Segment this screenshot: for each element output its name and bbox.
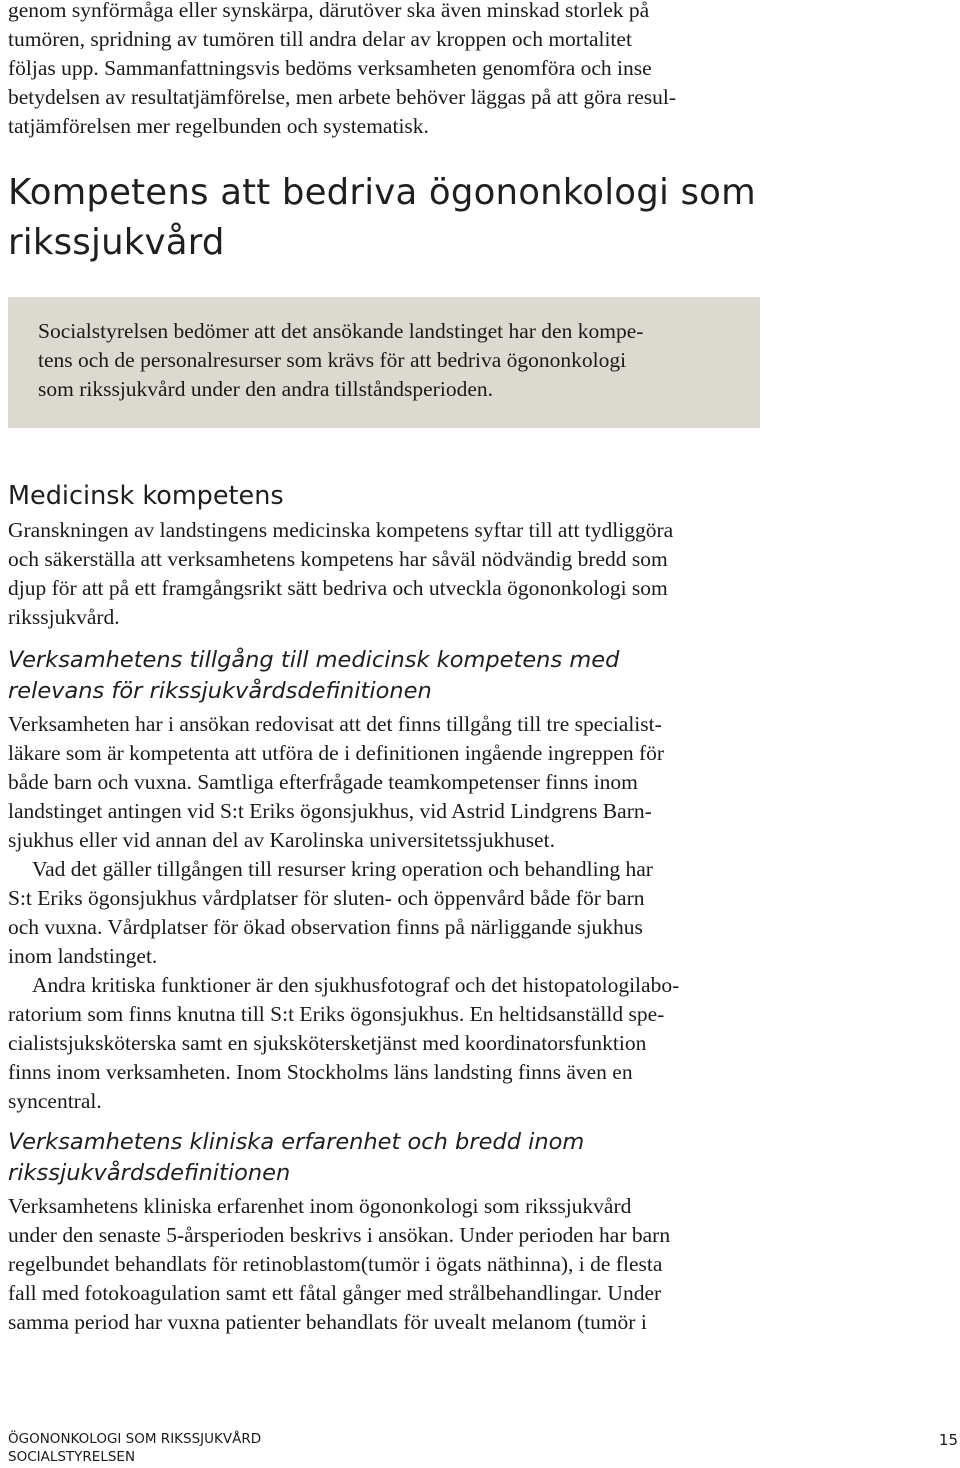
text-line: landstinget antingen vid S:t Eriks ögonsjukhus, vid Astrid Lindgrens Barn- xyxy=(8,799,652,823)
intro-paragraph xyxy=(8,0,954,141)
page-number: 15 xyxy=(938,1431,958,1449)
text-line: tatjämförelsen mer regelbunden och systematisk. xyxy=(8,114,429,138)
page-footer xyxy=(8,1430,958,1466)
assessment-summary-box xyxy=(8,297,760,428)
text-line: läkare som är kompetenta att utföra de i definitionen ingående ingreppen för xyxy=(8,741,665,765)
heading-line: Verksamhetens tillgång till medicinsk kompetens med xyxy=(8,647,620,673)
text-line: och säkerställa att verksamhetens kompetens har såväl nödvändig bredd som xyxy=(8,547,668,571)
heading-line: rikssjukvård xyxy=(8,222,225,263)
text-line: fall med fotokoagulation samt ett fåtal gånger med strålbehandlingar. Under xyxy=(8,1281,662,1305)
text-line: både barn och vuxna. Samtliga efterfrågade teamkompetenser finns inom xyxy=(8,770,638,794)
text-line: tens och de personalresurser som krävs för att bedriva ögononkologi xyxy=(38,348,627,372)
heading-line: rikssjukvårdsdefinitionen xyxy=(8,1160,291,1186)
heading-line: Verksamhetens kliniska erfarenhet och bredd inom xyxy=(8,1129,585,1155)
text-line: Andra kritiska funktioner är den sjukhusfotograf och det histopatologilabo- xyxy=(32,973,680,997)
text-line: S:t Eriks ögonsjukhus vårdplatser för sluten- och öppenvård både för barn xyxy=(8,886,645,910)
text-line: sjukhus eller vid annan del av Karolinska universitetssjukhuset. xyxy=(8,828,555,852)
heading-line: Kompetens att bedriva ögononkologi som xyxy=(8,172,756,213)
text-line: följas upp. Sammanfattningsvis bedöms verksamheten genomföra och inse xyxy=(8,56,652,80)
text-line: som rikssjukvård under den andra tillståndsperioden. xyxy=(38,377,493,401)
text-line: Granskningen av landstingens medicinska kompetens syftar till att tydliggöra xyxy=(8,518,674,542)
tillgang-paragraphs xyxy=(8,710,954,1116)
heading-line: relevans för rikssjukvårdsdefinitionen xyxy=(8,678,432,704)
text-line: Verksamhetens kliniska erfarenhet inom ögononkologi som rikssjukvård xyxy=(8,1194,632,1218)
footer-publisher: SOCIALSTYRELSEN xyxy=(8,1449,136,1465)
text-line: syncentral. xyxy=(8,1089,102,1113)
klinisk-erfarenhet-subheading xyxy=(8,1127,954,1189)
assessment-summary-text xyxy=(38,317,753,404)
text-line: rikssjukvård. xyxy=(8,605,120,629)
text-line: under den senaste 5-årsperioden beskrivs i ansökan. Under perioden har barn xyxy=(8,1223,671,1247)
medicinsk-kompetens-heading: Medicinsk kompetens xyxy=(8,481,284,511)
text-line: djup för att på ett framgångsrikt sätt bedriva och utveckla ögononkologi som xyxy=(8,576,668,600)
text-line: Socialstyrelsen bedömer att det ansökande landstinget har den kompe- xyxy=(38,319,644,343)
klinisk-erfarenhet-paragraph xyxy=(8,1192,954,1337)
text-line: Verksamheten har i ansökan redovisat att det finns tillgång till tre specialist- xyxy=(8,712,662,736)
footer-document-title: ÖGONONKOLOGI SOM RIKSSJUKVÅRD xyxy=(8,1431,262,1447)
text-line: betydelsen av resultatjämförelse, men arbete behöver läggas på att göra resul- xyxy=(8,85,677,109)
section-heading xyxy=(8,168,954,268)
text-line: samma period har vuxna patienter behandlats för uvealt melanom (tumör i xyxy=(8,1310,647,1334)
text-line: finns inom verksamheten. Inom Stockholms läns landsting finns även en xyxy=(8,1060,633,1084)
text-line: cialistsjuksköterska samt en sjukskötersketjänst med koordinatorsfunktion xyxy=(8,1031,647,1055)
text-line: Vad det gäller tillgången till resurser kring operation och behandling har xyxy=(32,857,653,881)
text-line: inom landstinget. xyxy=(8,944,158,968)
text-line: och vuxna. Vårdplatser för ökad observation finns på närliggande sjukhus xyxy=(8,915,643,939)
tillgang-subheading xyxy=(8,645,954,707)
text-line: genom synförmåga eller synskärpa, därutöver ska även minskad storlek på xyxy=(8,0,650,22)
text-line: regelbundet behandlats för retinoblastom(tumör i ögats näthinna), i de flesta xyxy=(8,1252,663,1276)
text-line: ratorium som finns knutna till S:t Eriks ögonsjukhus. En heltidsanställd spe- xyxy=(8,1002,665,1026)
medicinsk-kompetens-paragraph xyxy=(8,516,954,632)
text-line: tumören, spridning av tumören till andra delar av kroppen och mortalitet xyxy=(8,27,632,51)
